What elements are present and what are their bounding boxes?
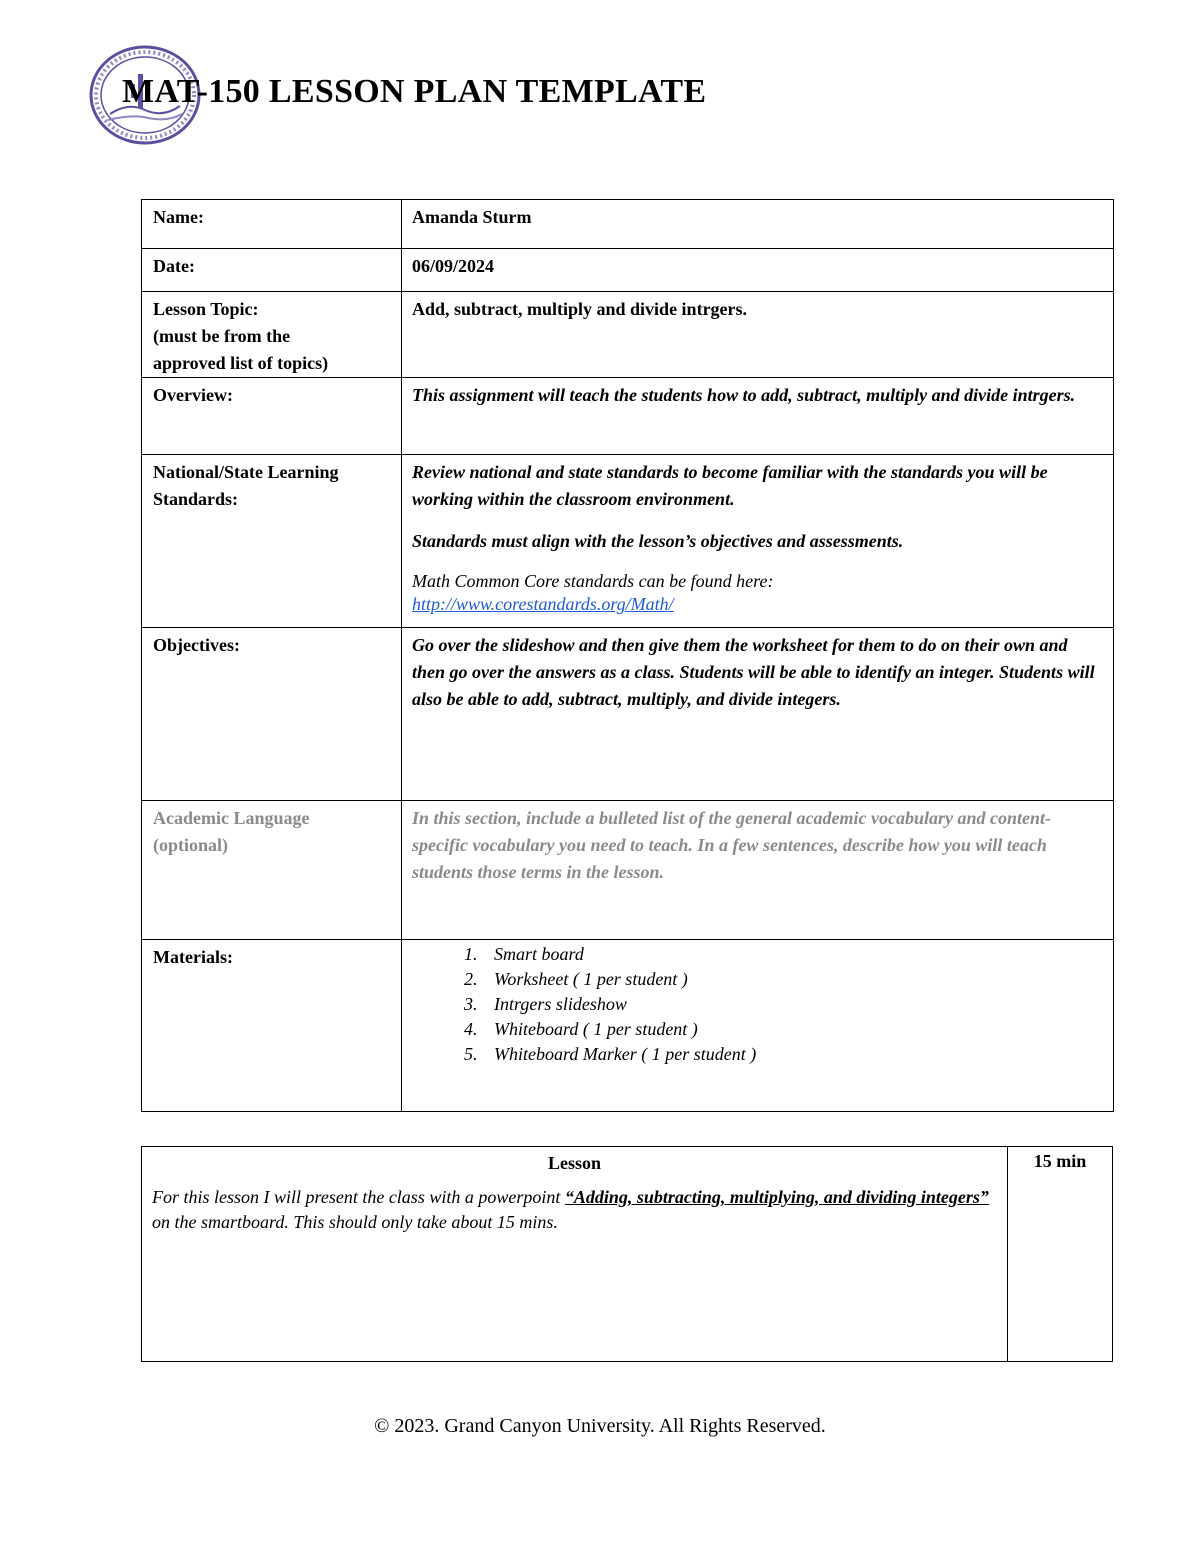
lesson-time: 15 min	[1008, 1147, 1113, 1362]
date-label: Date:	[142, 249, 402, 292]
list-item: 5. Whiteboard Marker ( 1 per student )	[482, 1042, 1103, 1067]
lesson-topic-value: Add, subtract, multiply and divide intrgers.	[402, 292, 1114, 378]
standards-value	[402, 455, 1114, 628]
table-row	[142, 292, 1114, 378]
materials-value	[402, 940, 1114, 1112]
table-row	[142, 249, 1114, 292]
lesson-topic-label-line: (must be from the	[153, 326, 291, 346]
corestandards-link[interactable]: http://www.corestandards.org/Math/	[412, 594, 674, 614]
materials-label: Materials:	[142, 940, 402, 1112]
lesson-topic-label-line: Lesson Topic:	[153, 299, 259, 319]
overview-label: Overview:	[142, 378, 402, 455]
copyright-footer: © 2023. Grand Canyon University. All Rights Reserved.	[374, 1415, 826, 1437]
lesson-description	[152, 1185, 997, 1235]
document-title: MAT-150 LESSON PLAN TEMPLATE	[122, 73, 707, 110]
table-row	[142, 1147, 1113, 1362]
list-item: 3. Intrgers slideshow	[482, 992, 1103, 1017]
standards-paragraph: Standards must align with the lesson’s objectives and assessments.	[412, 531, 904, 551]
name-value: Amanda Sturm	[402, 200, 1114, 249]
table-row	[142, 378, 1114, 455]
date-value: 06/09/2024	[402, 249, 1114, 292]
lesson-table	[141, 1146, 1113, 1362]
table-row	[142, 801, 1114, 940]
lesson-topic-label-line: approved list of topics)	[153, 353, 329, 373]
powerpoint-title: “Adding, subtracting, multiplying, and dividing integers”	[564, 1187, 989, 1207]
list-item: 1. Smart board	[482, 942, 1103, 967]
lesson-text: For this lesson I will present the class with a powerpoint	[152, 1187, 565, 1207]
name-label: Name:	[142, 200, 402, 249]
standards-paragraph: Math Common Core standards can be found here:	[412, 571, 774, 591]
materials-list	[412, 942, 1103, 1067]
list-item: 2. Worksheet ( 1 per student )	[482, 967, 1103, 992]
objectives-label: Objectives:	[142, 628, 402, 801]
lesson-cell	[142, 1147, 1008, 1362]
lesson-text: on the smartboard. This should only take about 15 mins.	[152, 1212, 558, 1232]
overview-value: This assignment will teach the students how to add, subtract, multiply and divide intrgers.	[402, 378, 1114, 455]
objectives-value: Go over the slideshow and then give them the worksheet for them to do on their own and then go over the answers as a class. Students will be able to identify an integer. Students will also be able to add, subtract, multiply, and divide integers.	[402, 628, 1114, 801]
lesson-topic-label	[142, 292, 402, 378]
academic-language-label	[142, 801, 402, 940]
lesson-heading: Lesson	[547, 1153, 601, 1173]
table-row	[142, 940, 1114, 1112]
table-row	[142, 455, 1114, 628]
table-row	[142, 628, 1114, 801]
lesson-info-table	[141, 199, 1114, 1112]
academic-language-label-line: (optional)	[153, 835, 229, 855]
table-row	[142, 200, 1114, 249]
list-item: 4. Whiteboard ( 1 per student )	[482, 1017, 1103, 1042]
academic-language-label-line: Academic Language	[153, 808, 310, 828]
standards-label: National/State Learning Standards:	[142, 455, 402, 628]
academic-language-value: In this section, include a bulleted list of the general academic vocabulary and content-specific vocabulary you need to teach. In a few sentences, describe how you will teach students those terms in the lesson.	[402, 801, 1114, 940]
standards-paragraph: Review national and state standards to become familiar with the standards you will be working within the classroom environment.	[412, 462, 1048, 509]
